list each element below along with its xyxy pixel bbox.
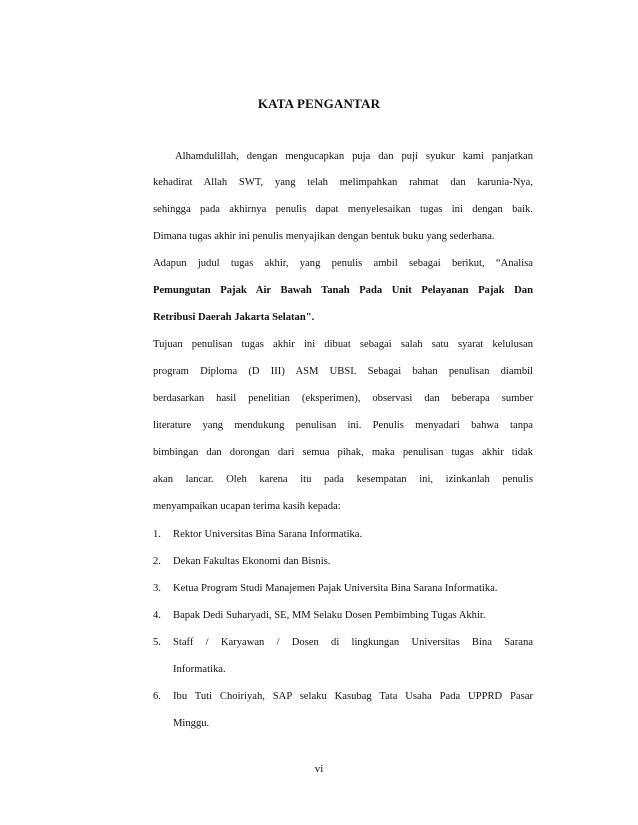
paragraph-line: literature yang mendukung penulisan ini. Penulis menyadari bahwa tanpa — [153, 420, 533, 431]
list-item — [153, 609, 533, 623]
list-number: 6. — [153, 691, 161, 702]
list-text: Bapak Dedi Suharyadi, SE, MM Selaku Dosen Pembimbing Tugas Akhir. — [173, 610, 486, 621]
list-text: Staff / Karyawan / Dosen di lingkungan Universitas Bina Sarana — [173, 637, 533, 648]
paragraph-line: kehadirat Allah SWT, yang telah melimpahkan rahmat dan karunia-Nya, — [153, 177, 533, 188]
list-text: Minggu. — [173, 718, 210, 729]
list-number: 4. — [153, 610, 161, 621]
list-text: Rektor Universitas Bina Sarana Informatika. — [173, 529, 363, 540]
list-item-continuation — [153, 663, 533, 677]
list-text: Ibu Tuti Choiriyah, SAP selaku Kasubag Tata Usaha Pada UPPRD Pasar — [173, 691, 533, 702]
list-item — [153, 582, 533, 596]
paragraph-line: berdasarkan hasil penelitian (eksperimen), observasi dan beberapa sumber — [153, 393, 533, 404]
list-item-continuation — [153, 717, 533, 731]
paragraph-line: bimbingan dan dorongan dari semua pihak, maka penulisan tugas akhir tidak — [153, 447, 533, 458]
list-text: Dekan Fakultas Ekonomi dan Bisnis. — [173, 556, 331, 567]
list-number: 5. — [153, 637, 161, 648]
page-title: KATA PENGANTAR — [257, 96, 381, 111]
list-item — [153, 528, 533, 542]
list-item — [153, 690, 533, 704]
list-number: 1. — [153, 529, 161, 540]
paragraph-line: Dimana tugas akhir ini penulis menyajikan dengan bentuk buku yang sederhana. — [153, 231, 495, 242]
paragraph-line: program Diploma (D III) ASM UBSI. Sebagai bahan penulisan diambil — [153, 366, 533, 377]
paragraph-line: Adapun judul tugas akhir, yang penulis ambil sebagai berikut, “Analisa — [153, 258, 533, 269]
paragraph-line: menyampaikan ucapan terima kasih kepada: — [153, 501, 341, 512]
page-number: vi — [314, 763, 324, 775]
list-number: 2. — [153, 556, 161, 567]
paragraph-line: Alhamdulillah, dengan mengucapkan puja dan puji syukur kami panjatkan — [175, 151, 533, 162]
paragraph-line: sehingga pada akhirnya penulis dapat menyelesaikan tugas ini dengan baik. — [153, 204, 533, 215]
paragraph-line: Tujuan penulisan tugas akhir ini dibuat sebagai salah satu syarat kelulusan — [153, 339, 533, 350]
paragraph-line-title: Retribusi Daerah Jakarta Selatan". — [153, 312, 315, 323]
list-item — [153, 555, 533, 569]
list-number: 3. — [153, 583, 161, 594]
paragraph-line: akan lancar. Oleh karena itu pada kesempatan ini, izinkanlah penulis — [153, 474, 533, 485]
list-item — [153, 636, 533, 650]
paragraph-line-title: Pemungutan Pajak Air Bawah Tanah Pada Unit Pelayanan Pajak Dan — [153, 285, 533, 296]
list-text: Ketua Program Studi Manajemen Pajak Universita Bina Sarana Informatika. — [173, 583, 498, 594]
list-text: Informatika. — [173, 664, 226, 675]
